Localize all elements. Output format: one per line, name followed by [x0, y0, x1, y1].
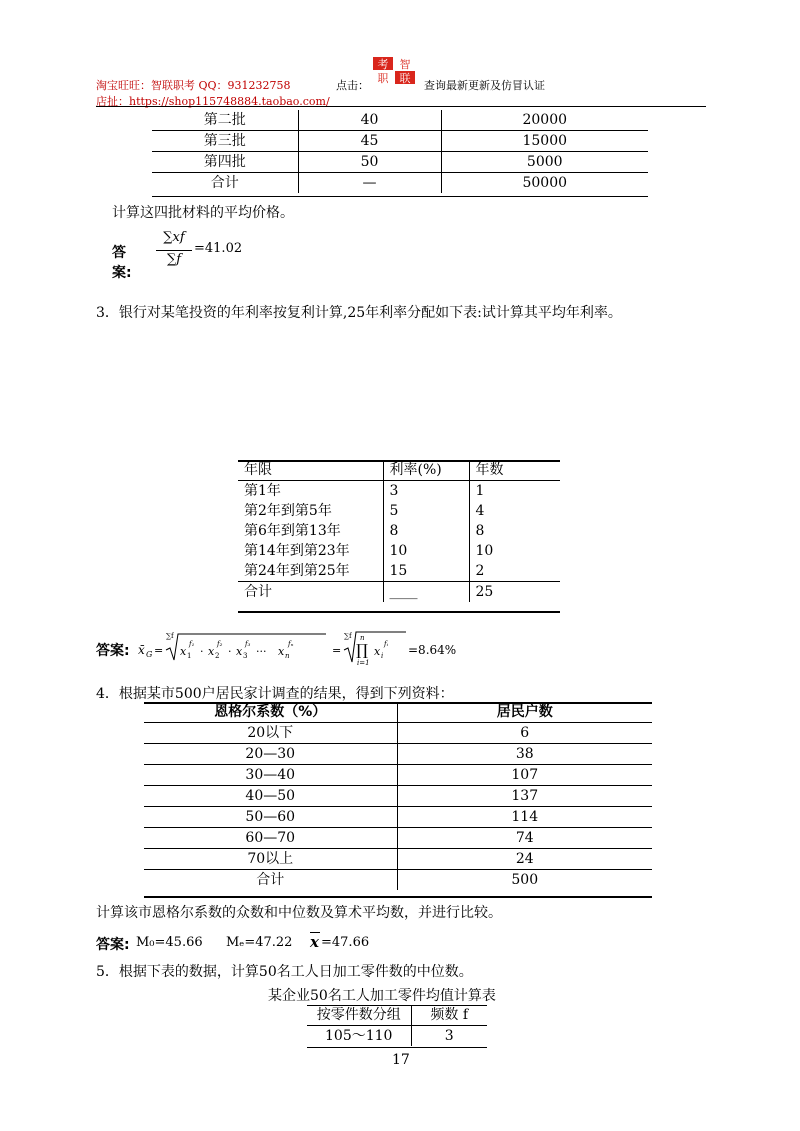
svg-text:···: ··· — [256, 645, 267, 658]
table-cell: 第6年到第13年 — [244, 523, 341, 539]
table-cell: 合计 — [152, 173, 298, 194]
table-cell: 10 — [469, 541, 560, 561]
svg-text:i=1: i=1 — [357, 659, 370, 667]
table-cell: 24 — [397, 849, 652, 870]
q2-prompt: 计算这四批材料的平均价格。 — [112, 205, 294, 221]
q2-numerator: ∑xf — [163, 230, 185, 245]
svg-text:x: x — [278, 645, 285, 658]
svg-text:x: x — [180, 645, 187, 658]
svg-text:n: n — [360, 634, 365, 642]
q4-answer — [96, 932, 496, 954]
interest-rate-table — [238, 460, 560, 602]
svg-text:=: = — [154, 644, 164, 657]
svg-text:f₂: f₂ — [217, 640, 223, 648]
table-header-row — [238, 460, 560, 481]
q2-answer-label: 答案: — [112, 245, 132, 281]
table-cell: 8 — [469, 521, 560, 541]
page-number: 17 — [392, 1052, 410, 1068]
svg-text:x: x — [374, 645, 381, 658]
q4-answer-label: 答案: — [96, 937, 130, 953]
table-row — [152, 110, 648, 131]
svg-text:x: x — [236, 645, 243, 658]
q4-mean: =47.66 — [321, 935, 370, 950]
q4-mode: M₀=45.66 — [136, 935, 203, 950]
table-cell: — — [298, 173, 441, 194]
table1-bottom-rule — [152, 196, 648, 197]
table-cell: 5000 — [441, 152, 648, 173]
q2-fraction-bar — [156, 250, 192, 251]
q2-result: =41.02 — [194, 241, 243, 256]
table4-top-rule — [307, 1005, 487, 1006]
header-rule — [96, 106, 706, 107]
table-cell: 第24年到第25年 — [244, 563, 350, 579]
table-row — [144, 807, 652, 828]
svg-text:n: n — [285, 652, 290, 660]
table-cell: 10 — [383, 541, 469, 561]
q5-prompt: 5．根据下表的数据，计算50名工人日加工零件数的中位数。 — [96, 964, 473, 980]
logo-char-2: 智 — [399, 58, 411, 71]
table-row — [238, 521, 560, 541]
column-header: 居民户数 — [397, 702, 652, 723]
svg-text:G: G — [146, 650, 153, 659]
table-header-row — [144, 702, 652, 723]
table-cell: 20000 — [441, 110, 648, 131]
header-shop-link[interactable]: 店扯：https://shop115748884.taobao.com/ — [96, 95, 330, 108]
table-row — [152, 173, 648, 194]
q4-prompt: 4．根据某市500户居民家计调查的结果，得到下列资料： — [96, 686, 454, 702]
svg-text:·: · — [200, 645, 204, 658]
svg-text:·: · — [228, 645, 232, 658]
column-header: 年数 — [469, 460, 560, 481]
column-header: 恩格尔系数（%） — [214, 704, 327, 720]
table-cell: 3 — [411, 1026, 487, 1047]
table-row — [152, 152, 648, 173]
table3-top-rule — [144, 702, 652, 704]
svg-text:x̄: x̄ — [138, 643, 145, 657]
table-cell: 45 — [298, 131, 441, 152]
table-row — [144, 765, 652, 786]
column-header: 频数 f — [411, 1005, 487, 1026]
table-cell: 105～110 — [307, 1026, 411, 1047]
table-cell: 107 — [397, 765, 652, 786]
q4-mean-symbol: x — [310, 933, 319, 951]
svg-text:2: 2 — [215, 652, 220, 660]
logo-char-3: 职 — [377, 72, 389, 85]
table-cell: 2 — [469, 561, 560, 582]
table-cell: 40 — [298, 110, 441, 131]
q2-denominator: ∑f — [166, 252, 182, 267]
table-cell: 8 — [383, 521, 469, 541]
table-cell: 1 — [469, 481, 560, 502]
table-cell: 第四批 — [152, 152, 298, 173]
engel-coefficient-table — [144, 702, 652, 890]
column-header: 年限 — [244, 462, 272, 478]
table-cell: 50 — [298, 152, 441, 173]
q4-task: 计算该市恩格尔系数的众数和中位数及算术平均数，并进行比较。 — [96, 905, 502, 921]
geometric-mean-formula — [136, 628, 466, 668]
table-cell: 20—30 — [144, 744, 397, 765]
table-cell: 合计 — [238, 582, 383, 603]
table-row — [238, 501, 560, 521]
table-row — [144, 870, 652, 891]
table-row — [238, 481, 560, 502]
svg-text:f₁: f₁ — [189, 640, 195, 648]
logo-char-1: 考 — [377, 58, 389, 71]
table-cell: 20以下 — [144, 723, 397, 744]
table-cell: 25 — [469, 582, 560, 603]
table-row — [144, 828, 652, 849]
table2-bottom-rule — [238, 611, 560, 613]
table-cell: 第二批 — [203, 112, 246, 128]
table-cell: 38 — [397, 744, 652, 765]
svg-text:1: 1 — [187, 652, 192, 660]
header-contact: 淘宝旺旺：智联职考 QQ：931232758 — [96, 79, 291, 92]
column-header: 按零件数分组 — [316, 1007, 401, 1023]
table-cell: 4 — [469, 501, 560, 521]
table-cell: 15 — [383, 561, 469, 582]
column-header: 利率(%) — [383, 460, 469, 481]
table-cell: 114 — [397, 807, 652, 828]
svg-text:∑f: ∑f — [166, 632, 174, 640]
header-check-link[interactable]: 查询最新更新及仿冒认证 — [424, 79, 545, 92]
zhilian-logo[interactable] — [372, 56, 416, 86]
table-cell: 第1年 — [238, 481, 383, 502]
table-row — [238, 561, 560, 582]
table-cell: 50000 — [441, 173, 648, 194]
table2-top-rule — [238, 460, 560, 462]
table-cell: 50—60 — [144, 807, 397, 828]
table-header-row — [307, 1005, 487, 1026]
table-cell: 60—70 — [144, 828, 397, 849]
svg-text:f₃: f₃ — [245, 640, 251, 648]
table-row — [144, 849, 652, 870]
table-row — [238, 541, 560, 561]
svg-text:∑f: ∑f — [344, 632, 352, 640]
table-cell: 74 — [397, 828, 652, 849]
table-row — [307, 1026, 487, 1047]
svg-text:x: x — [208, 645, 215, 658]
table-cell: 合计 — [144, 870, 397, 891]
table-row — [144, 723, 652, 744]
svg-text:fₙ: fₙ — [288, 640, 294, 648]
q4-median: Mₑ=47.22 — [226, 935, 293, 950]
table-cell: 15000 — [441, 131, 648, 152]
table-cell: 5 — [383, 501, 469, 521]
table-cell: 40—50 — [144, 786, 397, 807]
table4-bottom-rule — [307, 1047, 487, 1048]
header-click-label: 点击： — [336, 79, 369, 92]
table-cell: 137 — [397, 786, 652, 807]
table-row — [144, 744, 652, 765]
q5-caption: 某企业50名工人加工零件均值计算表 — [268, 988, 496, 1004]
svg-text:=: = — [332, 644, 342, 657]
parts-frequency-table — [307, 1005, 487, 1046]
svg-text:i: i — [381, 652, 384, 660]
table-row — [238, 582, 560, 603]
table-cell: 70以上 — [144, 849, 397, 870]
logo-char-4: 联 — [399, 72, 411, 85]
svg-text:3: 3 — [243, 652, 248, 660]
q3-result: =8.64% — [408, 643, 457, 657]
svg-text:∏: ∏ — [356, 641, 368, 659]
table-cell: 第2年到第5年 — [244, 503, 332, 519]
q3-answer — [96, 628, 476, 668]
table-cell: 30—40 — [144, 765, 397, 786]
table-row — [144, 786, 652, 807]
table3-bottom-rule — [144, 896, 652, 898]
table-cell: 500 — [397, 870, 652, 891]
q3-prompt: 3．银行对某笔投资的年利率按复利计算,25年利率分配如下表:试计算其平均年利率。 — [96, 305, 622, 321]
table-cell: 第三批 — [152, 131, 298, 152]
q3-answer-label: 答案: — [96, 643, 130, 659]
material-price-table — [152, 110, 648, 193]
table-cell: ____ — [383, 582, 469, 603]
table-cell: 第14年到第23年 — [244, 543, 350, 559]
svg-text:fᵢ: fᵢ — [384, 640, 388, 648]
table-row — [152, 131, 648, 152]
table-cell: 3 — [383, 481, 469, 502]
table-cell: 6 — [397, 723, 652, 744]
